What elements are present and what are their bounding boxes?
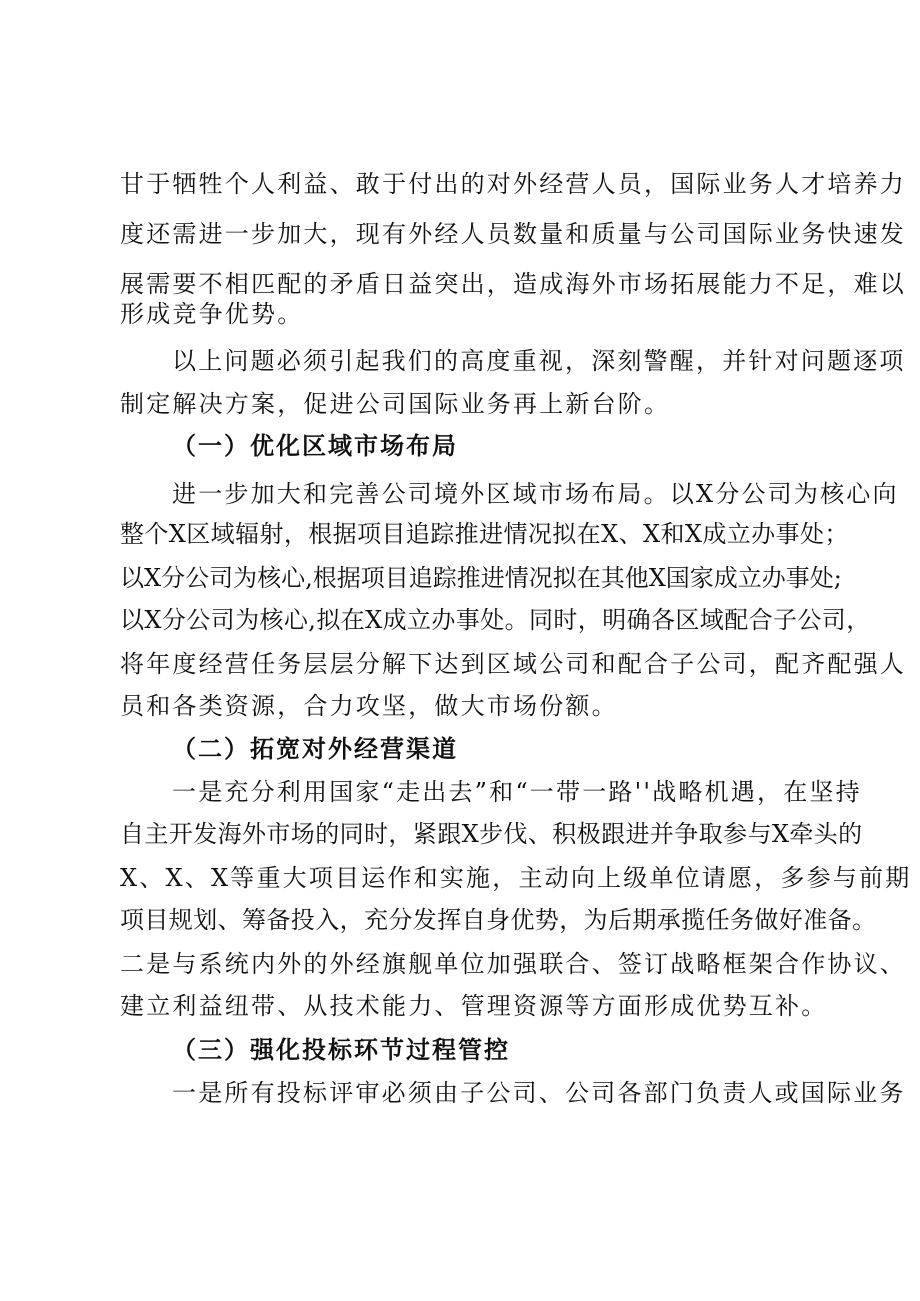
paragraph-line: 自主开发海外市场的同时，紧跟X步伐、积极跟进并争取参与X牵头的 — [120, 820, 863, 848]
section-heading-2: （二）拓宽对外经营渠道 — [172, 734, 458, 763]
paragraph-line: 度还需进一步加大，现有外经人员数量和质量与公司国际业务快速发 — [120, 220, 906, 248]
paragraph-line: 展需要不相匹配的矛盾日益突出，造成海外市场拓展能力不足，难以 — [120, 270, 906, 298]
paragraph-line: 建立利益纽带、从技术能力、管理资源等方面形成优势互补。 — [120, 992, 828, 1020]
paragraph-line: 一是充分利用国家“走出去”和“一带一路''战略机遇，在坚持 — [172, 778, 862, 806]
paragraph-line: 一是所有投标评审必须由子公司、公司各部门负责人或国际业务 — [172, 1079, 906, 1107]
paragraph-line: 将年度经营任务层层分解下达到区域公司和配合子公司，配齐配强人 — [120, 650, 906, 678]
paragraph-line: X、X、X等重大项目运作和实施，主动向上级单位请愿，多参与前期 — [120, 864, 912, 892]
section-heading-1: （一）优化区域市场布局 — [172, 431, 458, 460]
paragraph-line: 二是与系统内外的外经旗舰单位加强联合、签订战略框架合作协议、 — [120, 950, 906, 978]
paragraph-line: 整个X区域辐射，根据项目追踪推进情况拟在X、X和X成立办事处； — [120, 520, 849, 548]
paragraph-line: 以上问题必须引起我们的高度重视，深刻警醒，并针对问题逐项 — [172, 347, 906, 375]
paragraph-line: 以X分公司为核心,拟在X成立办事处。同时，明确各区域配合子公司， — [120, 606, 871, 634]
paragraph-line: 甘于牺牲个人利益、敢于付出的对外经营人员，国际业务人才培养力 — [120, 170, 906, 198]
paragraph-line: 形成竞争优势。 — [120, 300, 304, 328]
paragraph-line: 员和各类资源，合力攻坚，做大市场份额。 — [120, 692, 618, 720]
section-heading-3: （三）强化投标环节过程管控 — [172, 1035, 510, 1064]
paragraph-line: 项目规划、筹备投入，充分发挥自身优势，为后期承揽任务做好准备。 — [120, 906, 877, 934]
paragraph-line: 进一步加大和完善公司境外区域市场布局。以X分公司为核心向 — [172, 480, 899, 508]
paragraph-line: 制定解决方案，促进公司国际业务再上新台阶。 — [120, 390, 671, 418]
paragraph-line: 以X分公司为核心,根据项目追踪推进情况拟在其他X国家成立办事处; — [120, 564, 842, 592]
